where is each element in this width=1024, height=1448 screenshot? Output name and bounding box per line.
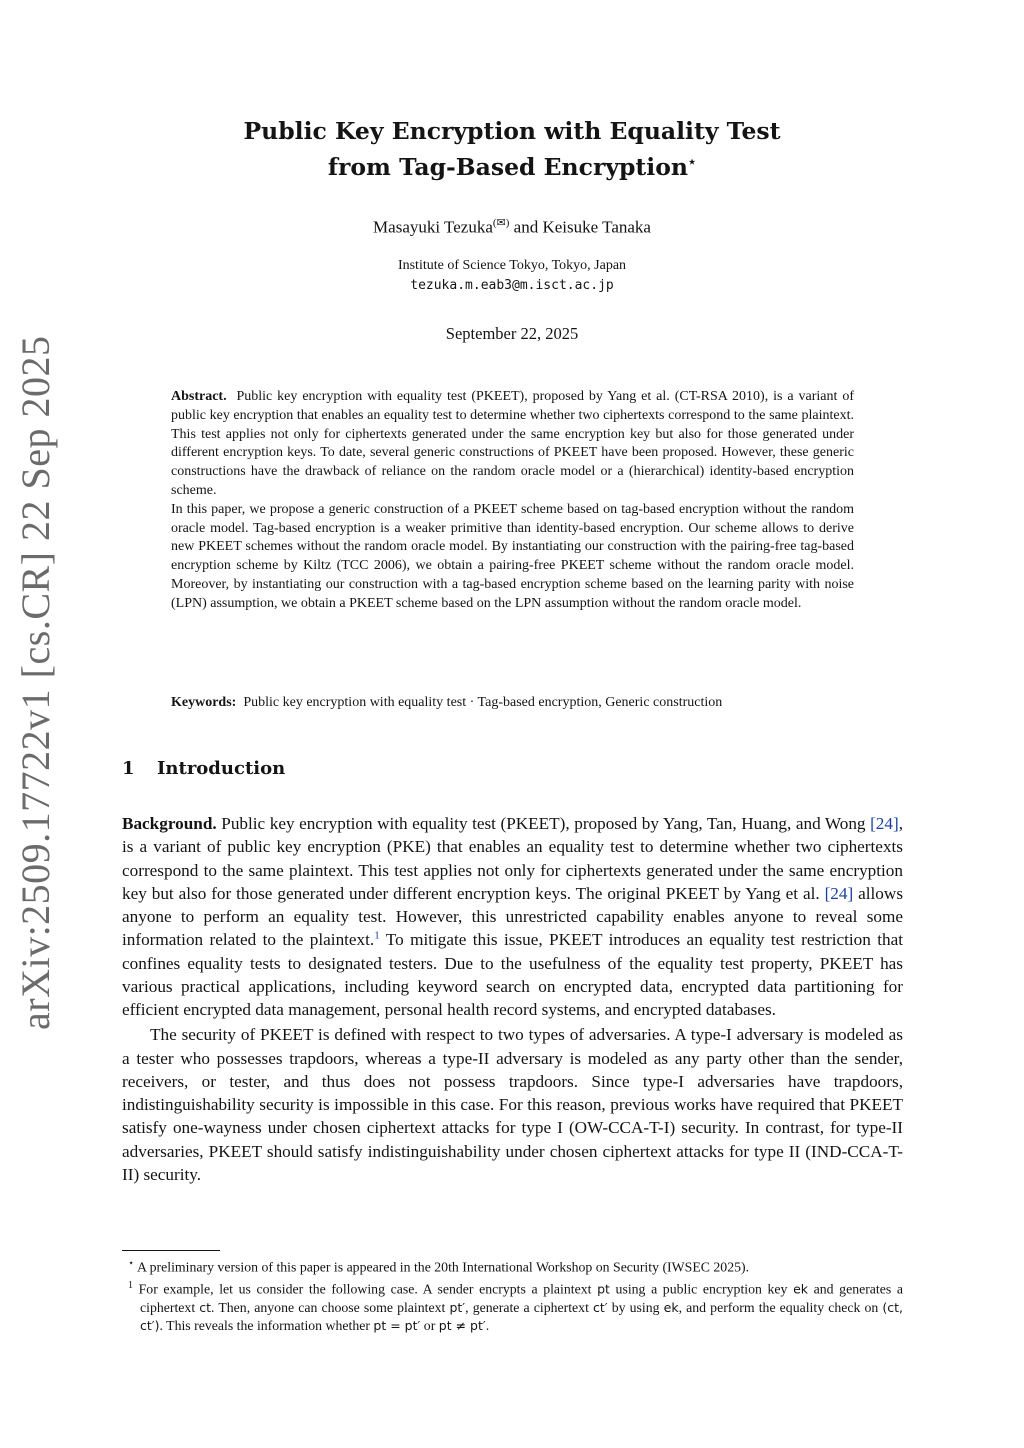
math-ct: ct xyxy=(199,1300,212,1315)
abstract xyxy=(171,388,854,614)
math-pair: (ct, ct′) xyxy=(140,1300,904,1334)
text-run: and generates a ciphertext xyxy=(140,1281,904,1315)
abstract-paragraph-2: In this paper, we propose a generic construction of a PKEET scheme based on tag-based encryption without the random oracle model. Tag-based encryption is a weaker primitive than identity-based encryption. Our scheme allows to derive new PKEET schemes without the random oracle model. By instantiating our construction with the pairing-free tag-based encryption scheme by Kiltz (TCC 2006), we obtain a pairing-free PKEET scheme without the random oracle model. Moreover, by instantiating our construction with a tag-based encryption scheme based on the learning parity with noise (LPN) assumption, we obtain a PKEET scheme based on the LPN assumption without the random oracle model. xyxy=(171,501,854,611)
citation-link[interactable]: [24] xyxy=(870,814,899,833)
abstract-text-1: Public key encryption with equality test (PKEET), proposed by Yang et al. (CT-RSA 2010), is a variant of public key encryption that enables an equality test to determine whether two ciphertexts correspond to the same plaintext. This test applies not only for ciphertexts generated under the same encryption key but also for those generated under different encryption keys. To date, several generic constructions of PKEET have been proposed. However, these generic constructions have the drawback of reliance on the random oracle model or a (hierarchical) identity-based encryption scheme. xyxy=(171,389,854,498)
corresponding-author-icon: (✉) xyxy=(492,217,510,229)
footnote-star-mark: ⋆ xyxy=(128,1258,135,1269)
author-email[interactable]: tezuka.m.eab3@m.isct.ac.jp xyxy=(410,278,614,293)
paper-date: September 22, 2025 xyxy=(445,324,579,343)
text-run: by using xyxy=(607,1300,664,1315)
text-run: using a public encryption key xyxy=(609,1281,794,1297)
text-run: , generate a ciphertext xyxy=(465,1300,594,1315)
footnote-star-text: A preliminary version of this paper is appeared in the 20th International Workshop on Security (IWSEC 2025). xyxy=(136,1259,750,1275)
keywords-label: Keywords: xyxy=(171,695,237,710)
body-text xyxy=(122,812,903,1186)
text-run: . This reveals the information whether xyxy=(159,1318,374,1334)
paper-title xyxy=(180,116,844,183)
keywords-text: Public key encryption with equality test · Tag-based encryption, Generic construction xyxy=(243,695,723,710)
math-equal: pt = pt′ xyxy=(373,1318,421,1334)
background-paragraph xyxy=(122,812,903,1021)
section-heading xyxy=(122,758,285,779)
security-paragraph: The security of PKEET is defined with respect to two types of adversaries. A type-I adversary is modeled as a tester who possesses trapdoors, whereas a type-II adversary is modeled as any party other than the sender, receivers, or tester, and thus does not possess trapdoors. Since type-I adversaries have trapdoors, indistinguishability security is impossible in this case. For this reason, previous works have required that PKEET satisfy one-wayness under chosen ciphertext attacks for type I (OW-CCA-T-I) security. In contrast, for type-II adversaries, PKEET should satisfy indistinguishability under chosen ciphertext attacks for type II (IND-CCA-T-II) security. xyxy=(122,1025,903,1184)
footnote-link[interactable]: 1 xyxy=(374,929,380,942)
text-run: , and perform the equality check on xyxy=(678,1300,883,1315)
footnote-rule xyxy=(122,1250,220,1251)
arxiv-stamp: arXiv:2509.17722v1 [cs.CR] 22 Sep 2025 xyxy=(13,335,58,1030)
math-ct-prime: ct′ xyxy=(593,1300,608,1315)
footnotes xyxy=(122,1255,903,1336)
math-pt-prime: pt′ xyxy=(449,1300,466,1315)
math-ek: ek xyxy=(663,1300,679,1315)
math-not-equal: pt ≠ pt′ xyxy=(438,1318,486,1334)
text-run: , is a variant of public key encryption (PKE) that enables an equality test to determine whether two ciphertexts correspond to the same plaintext. This test applies not only for ciphertexts generated under the same encryption key but also for those generated under different encryption keys. The original PKEET by Yang et al. xyxy=(122,814,903,903)
section-number: 1 xyxy=(122,758,135,779)
keywords xyxy=(171,695,854,711)
author-2: and Keisuke Tanaka xyxy=(513,217,651,237)
text-run: or xyxy=(420,1318,439,1334)
text-run: To mitigate this issue, PKEET introduces an equality test restriction that confines equality tests to designated testers. Due to the usefulness of the equality test property, PKEET has various practical applications, including keyword search on encrypted data, encrypted data partitioning for efficient encrypted data management, personal health record systems, and encrypted databases. xyxy=(122,930,903,1019)
text-run: Public key encryption with equality test (PKEET), proposed by Yang, Tan, Huang, and Wong xyxy=(221,814,871,833)
text-run: . Then, anyone can choose some plaintext xyxy=(211,1300,450,1315)
math-ek: ek xyxy=(793,1281,809,1297)
abstract-paragraph-1 xyxy=(171,388,854,501)
footnote-star xyxy=(122,1255,903,1277)
footnote-1-mark: 1 xyxy=(128,1280,133,1291)
math-pt: pt xyxy=(597,1281,610,1297)
title-line-1: Public Key Encryption with Equality Test xyxy=(243,117,781,145)
text-run: . xyxy=(485,1318,490,1334)
text-run: allows anyone to perform an equality test. However, this unrestricted capability enables anyone to reveal some information related to the plaintext. xyxy=(122,883,904,950)
citation-link[interactable]: [24] xyxy=(824,883,854,903)
title-line-2: from Tag-Based Encryption xyxy=(327,152,688,181)
author-1: Masayuki Tezuka xyxy=(373,217,493,237)
authors xyxy=(180,216,844,238)
affiliation: Institute of Science Tokyo, Tokyo, Japan xyxy=(397,258,627,273)
text-run: For example, let us consider the following case. A sender encrypts a plaintext xyxy=(138,1281,598,1297)
footnote-1 xyxy=(122,1277,903,1336)
abstract-label: Abstract. xyxy=(171,389,227,404)
title-footnote-mark: ⋆ xyxy=(687,155,697,170)
background-label: Background. xyxy=(122,814,217,833)
section-title: Introduction xyxy=(157,758,286,779)
